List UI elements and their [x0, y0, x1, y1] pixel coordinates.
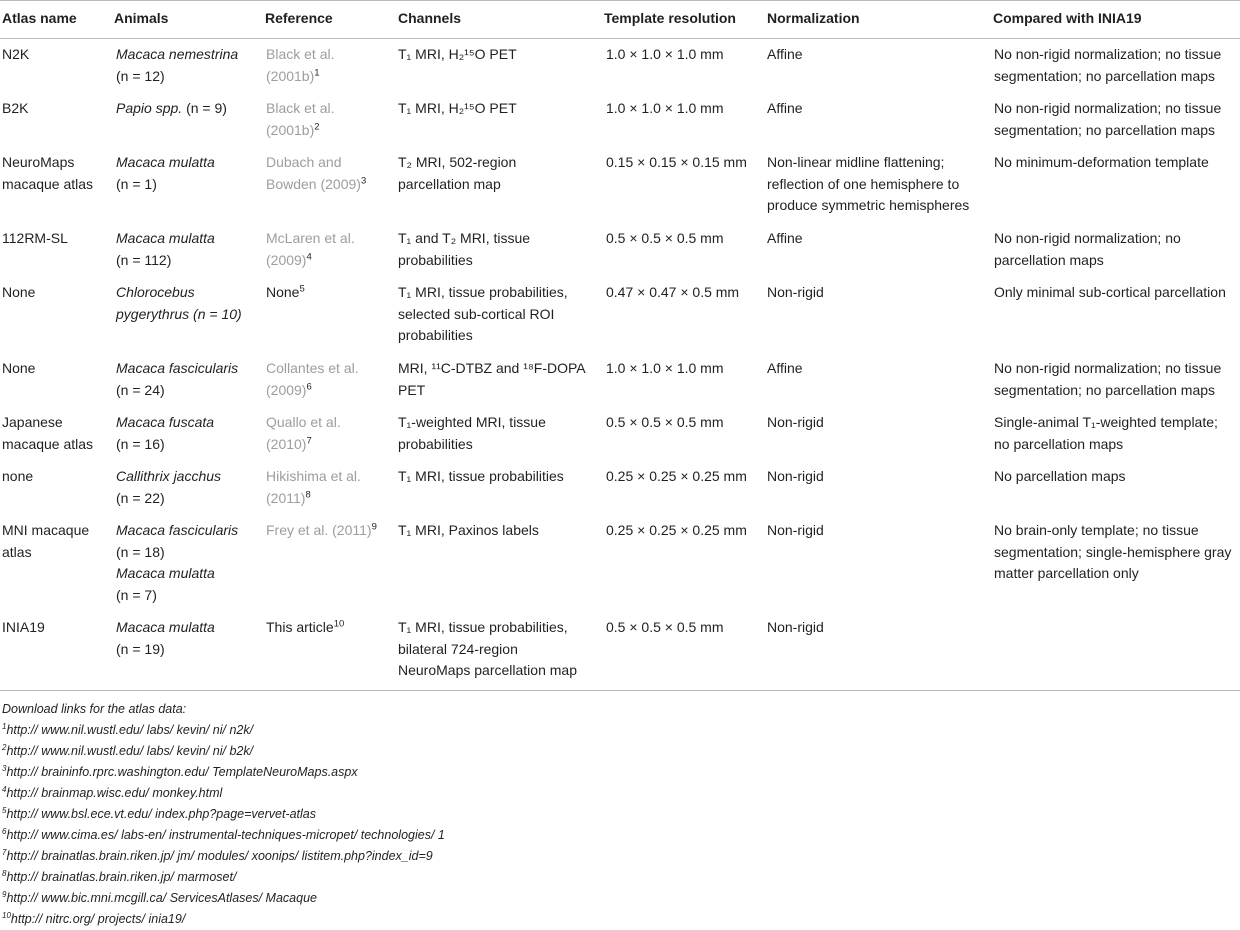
reference-cell	[266, 520, 377, 542]
reference-line: Frey et al. (2011)	[266, 522, 372, 538]
species-name: Chlorocebus	[116, 284, 195, 300]
sample-size: (n = 7)	[116, 586, 157, 603]
reference-cell	[266, 282, 305, 304]
atlas-name-cell	[2, 358, 35, 380]
reference-line: None	[266, 284, 300, 300]
header-channels: Channels	[398, 10, 462, 26]
animals-cell	[116, 520, 238, 606]
normalization-cell	[767, 152, 969, 217]
reference-footnote-mark: 6	[306, 380, 312, 392]
compared-cell	[994, 98, 1221, 141]
header-atlas-name: Atlas name	[2, 10, 77, 26]
footnote-url: http:// www.nil.wustl.edu/ labs/ kevin/ ni/ b2k/	[6, 744, 254, 758]
compared-line: Single-animal T₁-weighted template;	[994, 414, 1218, 430]
channels-line: probabilities	[398, 435, 473, 452]
header-rule	[0, 38, 1240, 39]
atlas-name-line: 112RM-SL	[2, 230, 68, 246]
reference-line: (2001b)	[266, 67, 315, 84]
channels-cell	[398, 412, 546, 455]
compared-cell	[994, 152, 1209, 174]
reference-line: (2001b)	[266, 121, 315, 138]
channels-cell	[398, 617, 577, 682]
sample-size: (n = 16)	[116, 435, 165, 452]
footnote-intro: Download links for the atlas data:	[2, 702, 187, 716]
channels-cell	[398, 520, 539, 542]
animals-cell	[116, 228, 215, 271]
species-name: Macaca mulatta	[116, 619, 215, 635]
normalization-cell	[767, 520, 824, 542]
normalization-cell	[767, 617, 824, 639]
footnote-url: http:// www.nil.wustl.edu/ labs/ kevin/ ni/ n2k/	[6, 723, 254, 737]
channels-line: probabilities	[398, 251, 473, 268]
atlas-name-cell	[2, 282, 35, 304]
compared-line: No non-rigid normalization; no tissue	[994, 46, 1222, 62]
compared-line: no parcellation maps	[994, 435, 1124, 452]
channels-cell	[398, 44, 517, 66]
reference-footnote-mark: 3	[360, 174, 367, 186]
normalization-cell	[767, 98, 803, 120]
footnote-link-line	[2, 762, 358, 783]
reference-footnote-mark: 9	[371, 521, 377, 533]
reference-cell	[266, 44, 334, 87]
compared-line: No non-rigid normalization; no	[994, 230, 1181, 246]
normalization-cell	[767, 44, 803, 66]
species-name: Papio spp.	[116, 100, 183, 116]
channels-line: T₁ MRI, H₂¹⁵O PET	[398, 46, 517, 62]
atlas-name-cell	[2, 412, 93, 455]
channels-line: NeuroMaps parcellation map	[398, 662, 577, 678]
species-name: Macaca mulatta	[116, 154, 215, 170]
normalization-line: Affine	[767, 230, 803, 246]
reference-line: Dubach and	[266, 154, 342, 170]
channels-line: bilateral 724-region	[398, 640, 518, 657]
atlas-name-line: None	[2, 360, 36, 376]
reference-cell	[266, 617, 344, 639]
atlas-name-line: INIA19	[2, 619, 45, 635]
footnote-number: 2	[2, 742, 7, 752]
channels-cell	[398, 98, 517, 120]
normalization-line: Non-rigid	[767, 522, 824, 538]
normalization-line: produce symmetric hemispheres	[767, 197, 970, 213]
compared-line: No parcellation maps	[994, 468, 1126, 484]
normalization-cell	[767, 466, 824, 488]
reference-line: Quallo et al.	[266, 414, 341, 430]
normalization-line: Non-rigid	[767, 619, 824, 635]
channels-line: T₁ MRI, Paxinos labels	[398, 522, 539, 538]
channels-line: selected sub-cortical ROI	[398, 305, 555, 322]
footnote-link-line	[2, 804, 316, 825]
compared-cell	[994, 44, 1221, 87]
compared-cell	[994, 412, 1218, 455]
channels-line: MRI, ¹¹C-DTBZ and ¹⁸F-DOPA	[398, 360, 586, 376]
reference-line: (2009)	[266, 251, 307, 268]
compared-cell	[994, 282, 1226, 304]
reference-footnote-mark: 7	[306, 434, 312, 446]
atlas-name-cell	[2, 520, 89, 563]
compared-cell	[994, 466, 1126, 488]
footnote-number: 4	[2, 784, 7, 794]
compared-line: segmentation; no parcellation maps	[994, 381, 1216, 398]
channels-line: T₁ MRI, H₂¹⁵O PET	[398, 100, 517, 116]
reference-footnote-mark: 8	[305, 488, 311, 500]
species-name: Macaca nemestrina	[116, 46, 239, 62]
reference-footnote-mark: 4	[306, 250, 312, 262]
reference-line: Bowden (2009)	[266, 175, 361, 192]
compared-line: segmentation; no parcellation maps	[994, 67, 1216, 84]
sample-size: (n = 112)	[116, 251, 172, 268]
animals-cell	[116, 358, 238, 401]
template-resolution-cell: 1.0 × 1.0 × 1.0 mm	[606, 46, 724, 62]
animals-cell	[116, 282, 242, 325]
sample-size: (n = 1)	[116, 175, 157, 192]
atlas-name-line: None	[2, 284, 36, 300]
reference-line: Hikishima et al.	[266, 468, 361, 484]
atlas-name-line: Japanese	[2, 414, 63, 430]
reference-cell	[266, 152, 366, 195]
sample-size: (n = 19)	[116, 640, 165, 657]
species-name: Macaca fuscata	[116, 414, 215, 430]
channels-line: T₂ MRI, 502-region	[398, 154, 517, 170]
template-resolution-cell: 0.5 × 0.5 × 0.5 mm	[606, 414, 724, 430]
reference-line: Collantes et al.	[266, 360, 359, 376]
header-reference: Reference	[265, 10, 333, 26]
footnote-number: 1	[2, 721, 7, 731]
normalization-cell	[767, 358, 803, 380]
template-resolution-cell: 0.5 × 0.5 × 0.5 mm	[606, 230, 724, 246]
atlas-name-cell	[2, 98, 28, 120]
reference-line: (2009)	[266, 381, 307, 398]
footnote-link-line	[2, 741, 253, 762]
reference-line: Black et al.	[266, 46, 335, 62]
normalization-line: Affine	[767, 46, 803, 62]
atlas-name-cell	[2, 152, 93, 195]
footnote-number: 9	[2, 889, 7, 899]
header-template-resolution: Template resolution	[604, 10, 736, 26]
sample-size: (n = 18)	[116, 543, 165, 560]
footnote-url: http:// www.bsl.ece.vt.edu/ index.php?page=vervet-atlas	[6, 807, 317, 821]
channels-cell	[398, 228, 530, 271]
animals-cell	[116, 152, 215, 195]
compared-line: matter parcellation only	[994, 565, 1139, 581]
compared-line: No minimum-deformation template	[994, 154, 1209, 170]
footnote-link-line	[2, 783, 222, 804]
template-resolution-cell: 1.0 × 1.0 × 1.0 mm	[606, 360, 724, 376]
normalization-cell	[767, 228, 803, 250]
atlas-name-line: N2K	[2, 46, 30, 62]
footnote-link-line	[2, 909, 185, 930]
channels-line: T₁-weighted MRI, tissue	[398, 414, 546, 430]
sample-size: pygerythrus (n = 10)	[116, 305, 242, 322]
normalization-cell	[767, 282, 824, 304]
reference-line: (2010)	[266, 435, 307, 452]
sample-size: (n = 24)	[116, 381, 165, 398]
channels-cell	[398, 282, 568, 347]
compared-line: segmentation; single-hemisphere gray	[994, 543, 1232, 560]
compared-line: Only minimal sub-cortical parcellation	[994, 284, 1226, 300]
channels-line: PET	[398, 381, 426, 398]
channels-line: T₁ MRI, tissue probabilities	[398, 468, 564, 484]
atlas-name-cell	[2, 617, 45, 639]
atlas-name-cell	[2, 44, 29, 66]
atlas-name-line: macaque atlas	[2, 435, 94, 452]
footnote-url: http:// brainatlas.brain.riken.jp/ marmoset/	[6, 870, 237, 884]
species-name: Macaca fascicularis	[116, 522, 239, 538]
atlas-name-cell	[2, 466, 33, 488]
atlas-name-cell	[2, 228, 68, 250]
species-name: Macaca mulatta	[116, 565, 215, 581]
reference-cell	[266, 358, 359, 401]
channels-cell	[398, 152, 516, 195]
animals-cell	[116, 44, 238, 87]
reference-cell	[266, 98, 334, 141]
header-animals: Animals	[114, 10, 169, 26]
reference-cell	[266, 412, 341, 455]
sample-size: (n = 12)	[116, 67, 165, 84]
animals-cell	[116, 466, 221, 509]
animal-line	[116, 98, 227, 120]
atlas-name-line: NeuroMaps	[2, 154, 75, 170]
template-resolution-cell: 0.15 × 0.15 × 0.15 mm	[606, 154, 747, 170]
footnote-number: 8	[2, 868, 7, 878]
reference-footnote-mark: 1	[314, 66, 320, 78]
atlas-name-line: macaque atlas	[2, 175, 94, 192]
reference-line: Black et al.	[266, 100, 335, 116]
reference-footnote-mark: 5	[299, 283, 305, 295]
normalization-line: reflection of one hemisphere to	[767, 175, 960, 192]
compared-line: No brain-only template; no tissue	[994, 522, 1199, 538]
channels-line: parcellation map	[398, 175, 501, 192]
normalization-line: Non-linear midline flattening;	[767, 154, 945, 170]
animals-cell	[116, 617, 215, 660]
sample-size: (n = 22)	[116, 489, 165, 506]
reference-footnote-mark: 2	[314, 120, 320, 132]
species-name: Callithrix jacchus	[116, 468, 222, 484]
footnote-link-line	[2, 825, 445, 846]
reference-cell	[266, 466, 361, 509]
compared-cell	[994, 358, 1221, 401]
normalization-line: Non-rigid	[767, 468, 824, 484]
atlas-name-line: MNI macaque	[2, 522, 90, 538]
species-name: Macaca mulatta	[116, 230, 215, 246]
normalization-line: Non-rigid	[767, 284, 824, 300]
compared-line: parcellation maps	[994, 251, 1104, 268]
footnote-number: 7	[2, 847, 7, 857]
normalization-line: Affine	[767, 100, 803, 116]
footnote-link-line	[2, 846, 433, 867]
reference-footnote-mark: 10	[333, 618, 345, 630]
footnote-url: http:// brainatlas.brain.riken.jp/ jm/ modules/ xoonips/ listitem.php?index_id=9	[6, 849, 433, 863]
footnote-link-line	[2, 867, 236, 888]
compared-cell	[994, 228, 1181, 271]
compared-line: No non-rigid normalization; no tissue	[994, 360, 1222, 376]
template-resolution-cell: 1.0 × 1.0 × 1.0 mm	[606, 100, 724, 116]
normalization-line: Affine	[767, 360, 803, 376]
template-resolution-cell: 0.25 × 0.25 × 0.25 mm	[606, 468, 747, 484]
footnote-link-line	[2, 720, 253, 741]
normalization-cell	[767, 412, 824, 434]
footnote-number: 5	[2, 805, 7, 815]
table-top-rule	[0, 0, 1240, 1]
channels-cell	[398, 358, 586, 401]
header-normalization: Normalization	[767, 10, 860, 26]
footnote-link-line	[2, 888, 317, 909]
template-resolution-cell: 0.25 × 0.25 × 0.25 mm	[606, 522, 747, 538]
template-resolution-cell: 0.47 × 0.47 × 0.5 mm	[606, 284, 740, 300]
channels-line: T₁ MRI, tissue probabilities,	[398, 284, 568, 300]
footnote-number: 6	[2, 826, 7, 836]
footnote-url: http:// braininfo.rprc.washington.edu/ TemplateNeuroMaps.aspx	[6, 765, 358, 779]
sample-size: (n = 9)	[186, 100, 227, 116]
reference-line: (2011)	[266, 489, 306, 506]
compared-line: segmentation; no parcellation maps	[994, 121, 1216, 138]
footnote-url: http:// brainmap.wisc.edu/ monkey.html	[6, 786, 223, 800]
channels-line: T₁ MRI, tissue probabilities,	[398, 619, 568, 635]
channels-line: T₁ and T₂ MRI, tissue	[398, 230, 531, 246]
atlas-name-line: B2K	[2, 100, 29, 116]
compared-cell	[994, 520, 1231, 585]
footnote-url: http:// www.bic.mni.mcgill.ca/ ServicesAtlases/ Macaque	[6, 891, 317, 905]
atlas-name-line: none	[2, 468, 34, 484]
animals-cell	[116, 412, 214, 455]
animals-cell	[116, 98, 227, 120]
footnote-number: 10	[2, 910, 11, 920]
reference-cell	[266, 228, 355, 271]
compared-line: No non-rigid normalization; no tissue	[994, 100, 1222, 116]
footnote-number: 3	[2, 763, 7, 773]
table-bottom-rule	[0, 690, 1240, 691]
atlas-name-line: atlas	[2, 543, 32, 560]
channels-line: probabilities	[398, 327, 473, 343]
species-name: Macaca fascicularis	[116, 360, 239, 376]
reference-line: This article	[266, 619, 334, 635]
reference-line: McLaren et al.	[266, 230, 355, 246]
footnote-url: http:// www.cima.es/ labs-en/ instrumental-techniques-micropet/ technologies/ 1	[6, 828, 445, 842]
header-compared: Compared with INIA19	[993, 10, 1142, 26]
template-resolution-cell: 0.5 × 0.5 × 0.5 mm	[606, 619, 724, 635]
channels-cell	[398, 466, 564, 488]
normalization-line: Non-rigid	[767, 414, 824, 430]
footnote-url: http:// nitrc.org/ projects/ inia19/	[10, 912, 186, 926]
